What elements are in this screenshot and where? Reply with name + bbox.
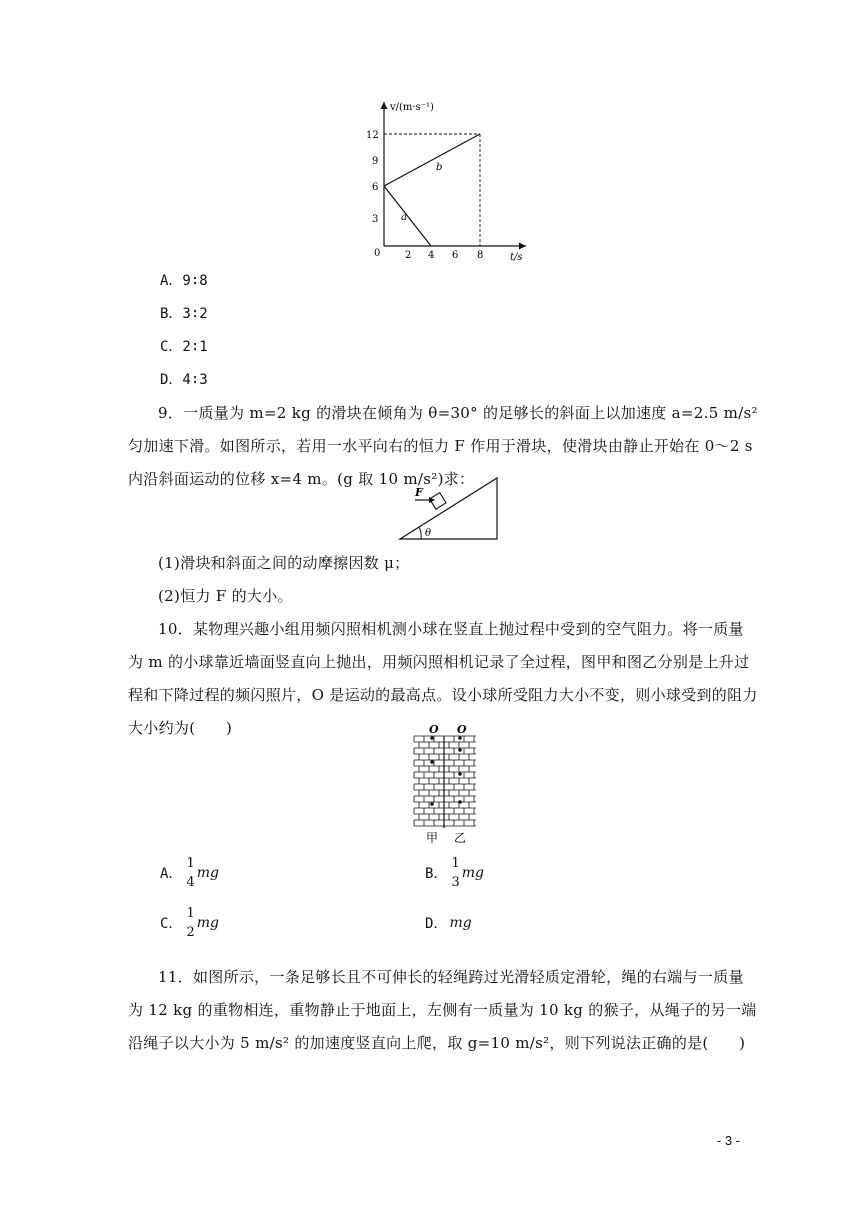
q11-line-3: 沿绳子以大小为 5 m/s² 的加速度竖直向上爬，取 g=10 m/s²，则下列说法正确的是( ): [128, 1034, 746, 1052]
q8-option-d: D．4∶3: [160, 372, 208, 388]
q9-line-3: 内沿斜面运动的位移 x=4 m。(g 取 10 m/s²)求：: [128, 470, 475, 488]
q11-line-2: 为 12 kg 的重物相连，重物静止于地面上，左侧有一质量为 10 kg 的猴子，从绳子的另一端: [128, 1001, 757, 1019]
q10-line-3: 程和下降过程的频闪照片，O 是运动的最高点。设小球所受阻力大小不变，则小球受到的阻力: [128, 686, 758, 704]
y-axis-label: v/(m·s⁻¹): [390, 102, 434, 113]
photo-label-yi: 乙: [454, 831, 467, 845]
force-label: F: [415, 486, 423, 499]
q8-option-a: A．9∶8: [160, 273, 208, 289]
ball-positions: [430, 736, 462, 806]
y-tick-6: 6: [372, 182, 379, 193]
origin-label: 0: [374, 248, 381, 259]
x-axis-label: t/s: [510, 252, 523, 263]
q11-line-1: 11．如图所示，一条足够长且不可伸长的轻绳跨过光滑轻质定滑轮，绳的右端与一质量: [158, 968, 744, 986]
x-tick-4: 4: [428, 250, 435, 261]
q8-option-c: C．2∶1: [160, 339, 208, 355]
q10-line-4: 大小约为( ): [128, 719, 233, 737]
ball-dot-rise: [430, 802, 434, 806]
line-a-label: a: [401, 212, 407, 223]
ball-dot-fall: [458, 748, 462, 752]
q9-sub-2: (2)恒力 F 的大小。: [158, 587, 293, 605]
angle-label: θ: [425, 528, 432, 539]
page-number: - 3 -: [716, 1133, 740, 1148]
highest-point-label-left: O: [429, 723, 439, 736]
q10-option-c: C． 1 2 mg: [160, 906, 219, 940]
ball-dot-rise: [430, 736, 434, 740]
x-tick-6: 6: [452, 250, 459, 261]
highest-point-label-right: O: [457, 723, 467, 736]
q10-option-a: A． 1 4 mg: [160, 856, 219, 890]
q10-option-b: B． 1 3 mg: [425, 856, 484, 890]
ball-dot-fall: [458, 772, 462, 776]
y-tick-12: 12: [366, 130, 379, 141]
ball-dot-fall: [458, 736, 462, 740]
line-b: [384, 134, 480, 186]
q10-line-1: 10．某物理兴趣小组用频闪照相机测小球在竖直上抛过程中受到的空气阻力。将一质量: [158, 620, 744, 638]
ball-dot-fall: [458, 800, 462, 804]
x-tick-2: 2: [405, 250, 412, 261]
q10-option-d: D． mg: [425, 915, 472, 932]
q9-line-2: 匀加速下滑。如图所示，若用一水平向右的恒力 F 作用于滑块，使滑块由静止开始在 0～2 s: [128, 437, 753, 455]
y-tick-3: 3: [372, 214, 379, 225]
line-a: [384, 186, 431, 246]
q10-line-2: 为 m 的小球靠近墙面竖直向上抛出，用频闪照相机记录了全过程，图甲和图乙分别是上升过: [128, 653, 750, 671]
x-tick-8: 8: [477, 250, 484, 261]
angle-arc: [419, 527, 421, 539]
y-tick-9: 9: [372, 156, 379, 167]
q9-line-1: 9．一质量为 m=2 kg 的滑块在倾角为 θ=30° 的足够长的斜面上以加速度 a=2.5 m/s²: [158, 404, 758, 422]
photo-label-jia: 甲: [426, 831, 439, 845]
q8-option-b: B．3∶2: [160, 306, 208, 322]
line-b-label: b: [436, 162, 443, 173]
q9-sub-1: (1)滑块和斜面之间的动摩擦因数 μ；: [158, 554, 410, 572]
ball-dot-rise: [430, 760, 434, 764]
brick-pattern: [414, 736, 476, 826]
velocity-time-graph: [360, 98, 540, 268]
brick-wall-figure: [404, 722, 484, 846]
incline-figure: [395, 476, 505, 542]
